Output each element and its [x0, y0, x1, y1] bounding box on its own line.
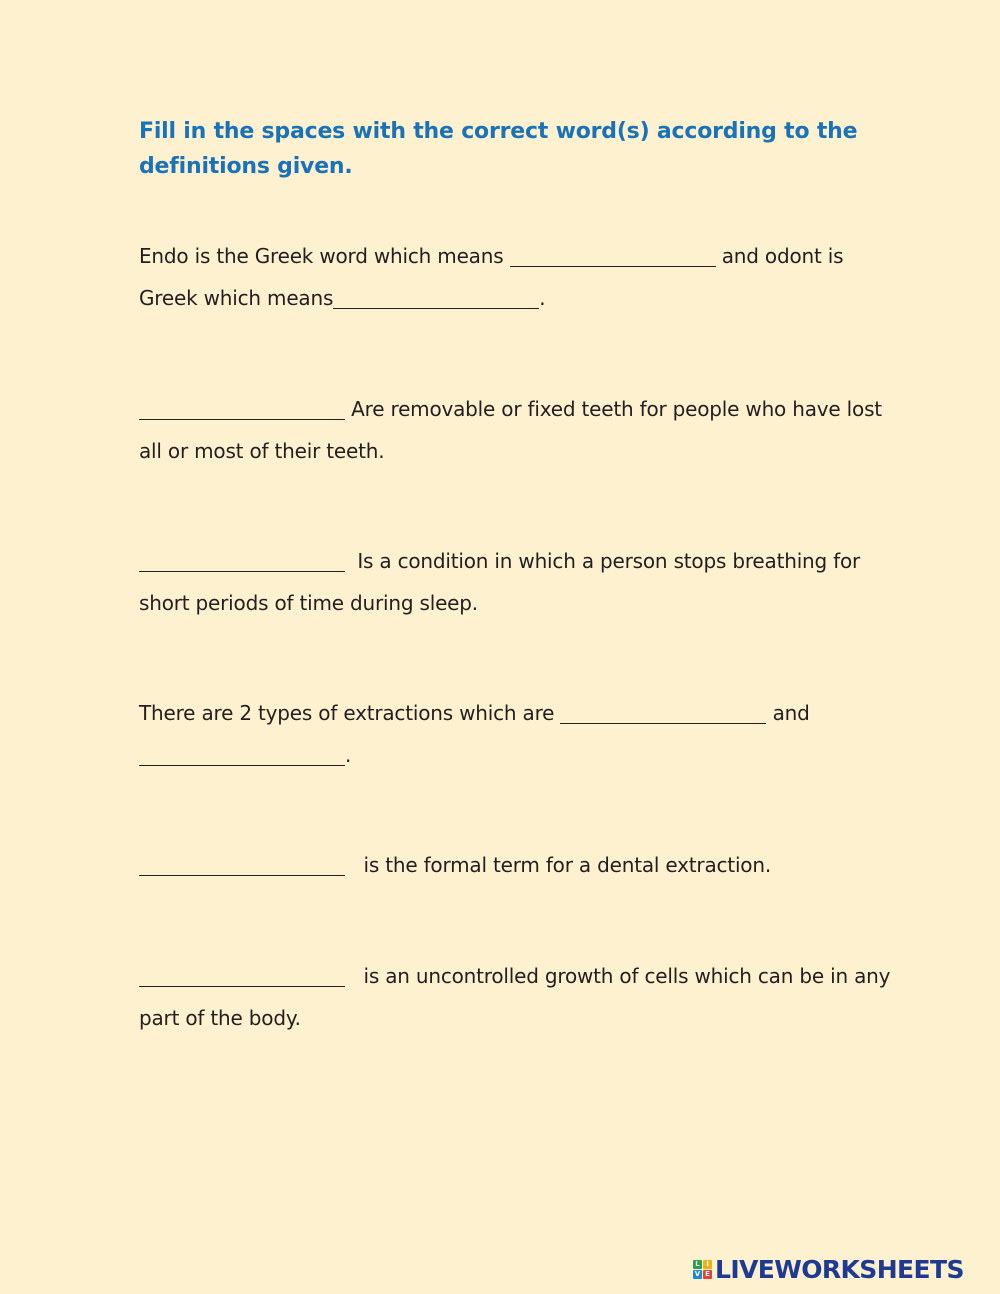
answer-blank[interactable] — [333, 285, 539, 309]
logo-mark-letter: I — [703, 1260, 712, 1269]
question-2 — [139, 388, 899, 472]
answer-blank[interactable] — [139, 742, 345, 766]
question-text: Are removable or fixed teeth for people who have lost all or most of their teeth. — [139, 397, 889, 463]
question-1 — [139, 235, 899, 319]
logo-text: LIVEWORKSHEETS — [715, 1255, 964, 1284]
question-text: . — [539, 286, 546, 310]
question-text: is an uncontrolled growth of cells which can be in any part of the body. — [139, 964, 897, 1030]
answer-blank[interactable] — [139, 852, 345, 876]
question-5 — [139, 844, 899, 886]
logo-mark-icon — [693, 1260, 712, 1279]
question-6 — [139, 955, 899, 1039]
question-text: There are 2 types of extractions which are — [139, 701, 561, 725]
question-text: . — [345, 743, 352, 767]
answer-blank[interactable] — [139, 548, 345, 572]
logo-mark-letter: L — [693, 1260, 702, 1269]
instructions-heading: Fill in the spaces with the correct word(s) according to the definitions given. — [139, 119, 858, 179]
answer-blank[interactable] — [139, 963, 345, 987]
logo-mark-letter: V — [694, 1270, 701, 1278]
question-text: Is a condition in which a person stops breathing for short periods of time during sleep. — [139, 549, 867, 615]
liveworksheets-logo — [693, 1256, 964, 1283]
question-3 — [139, 540, 899, 624]
question-text: and odont is Greek which means — [139, 244, 850, 310]
question-4 — [139, 692, 899, 776]
logo-mark-letter: E — [703, 1270, 712, 1279]
question-text: Endo is the Greek word which means — [139, 244, 510, 268]
question-text: and — [766, 701, 816, 725]
answer-blank[interactable] — [139, 396, 345, 420]
question-text: is the formal term for a dental extraction. — [345, 853, 771, 877]
answer-blank[interactable] — [510, 243, 716, 267]
answer-blank[interactable] — [560, 700, 766, 724]
